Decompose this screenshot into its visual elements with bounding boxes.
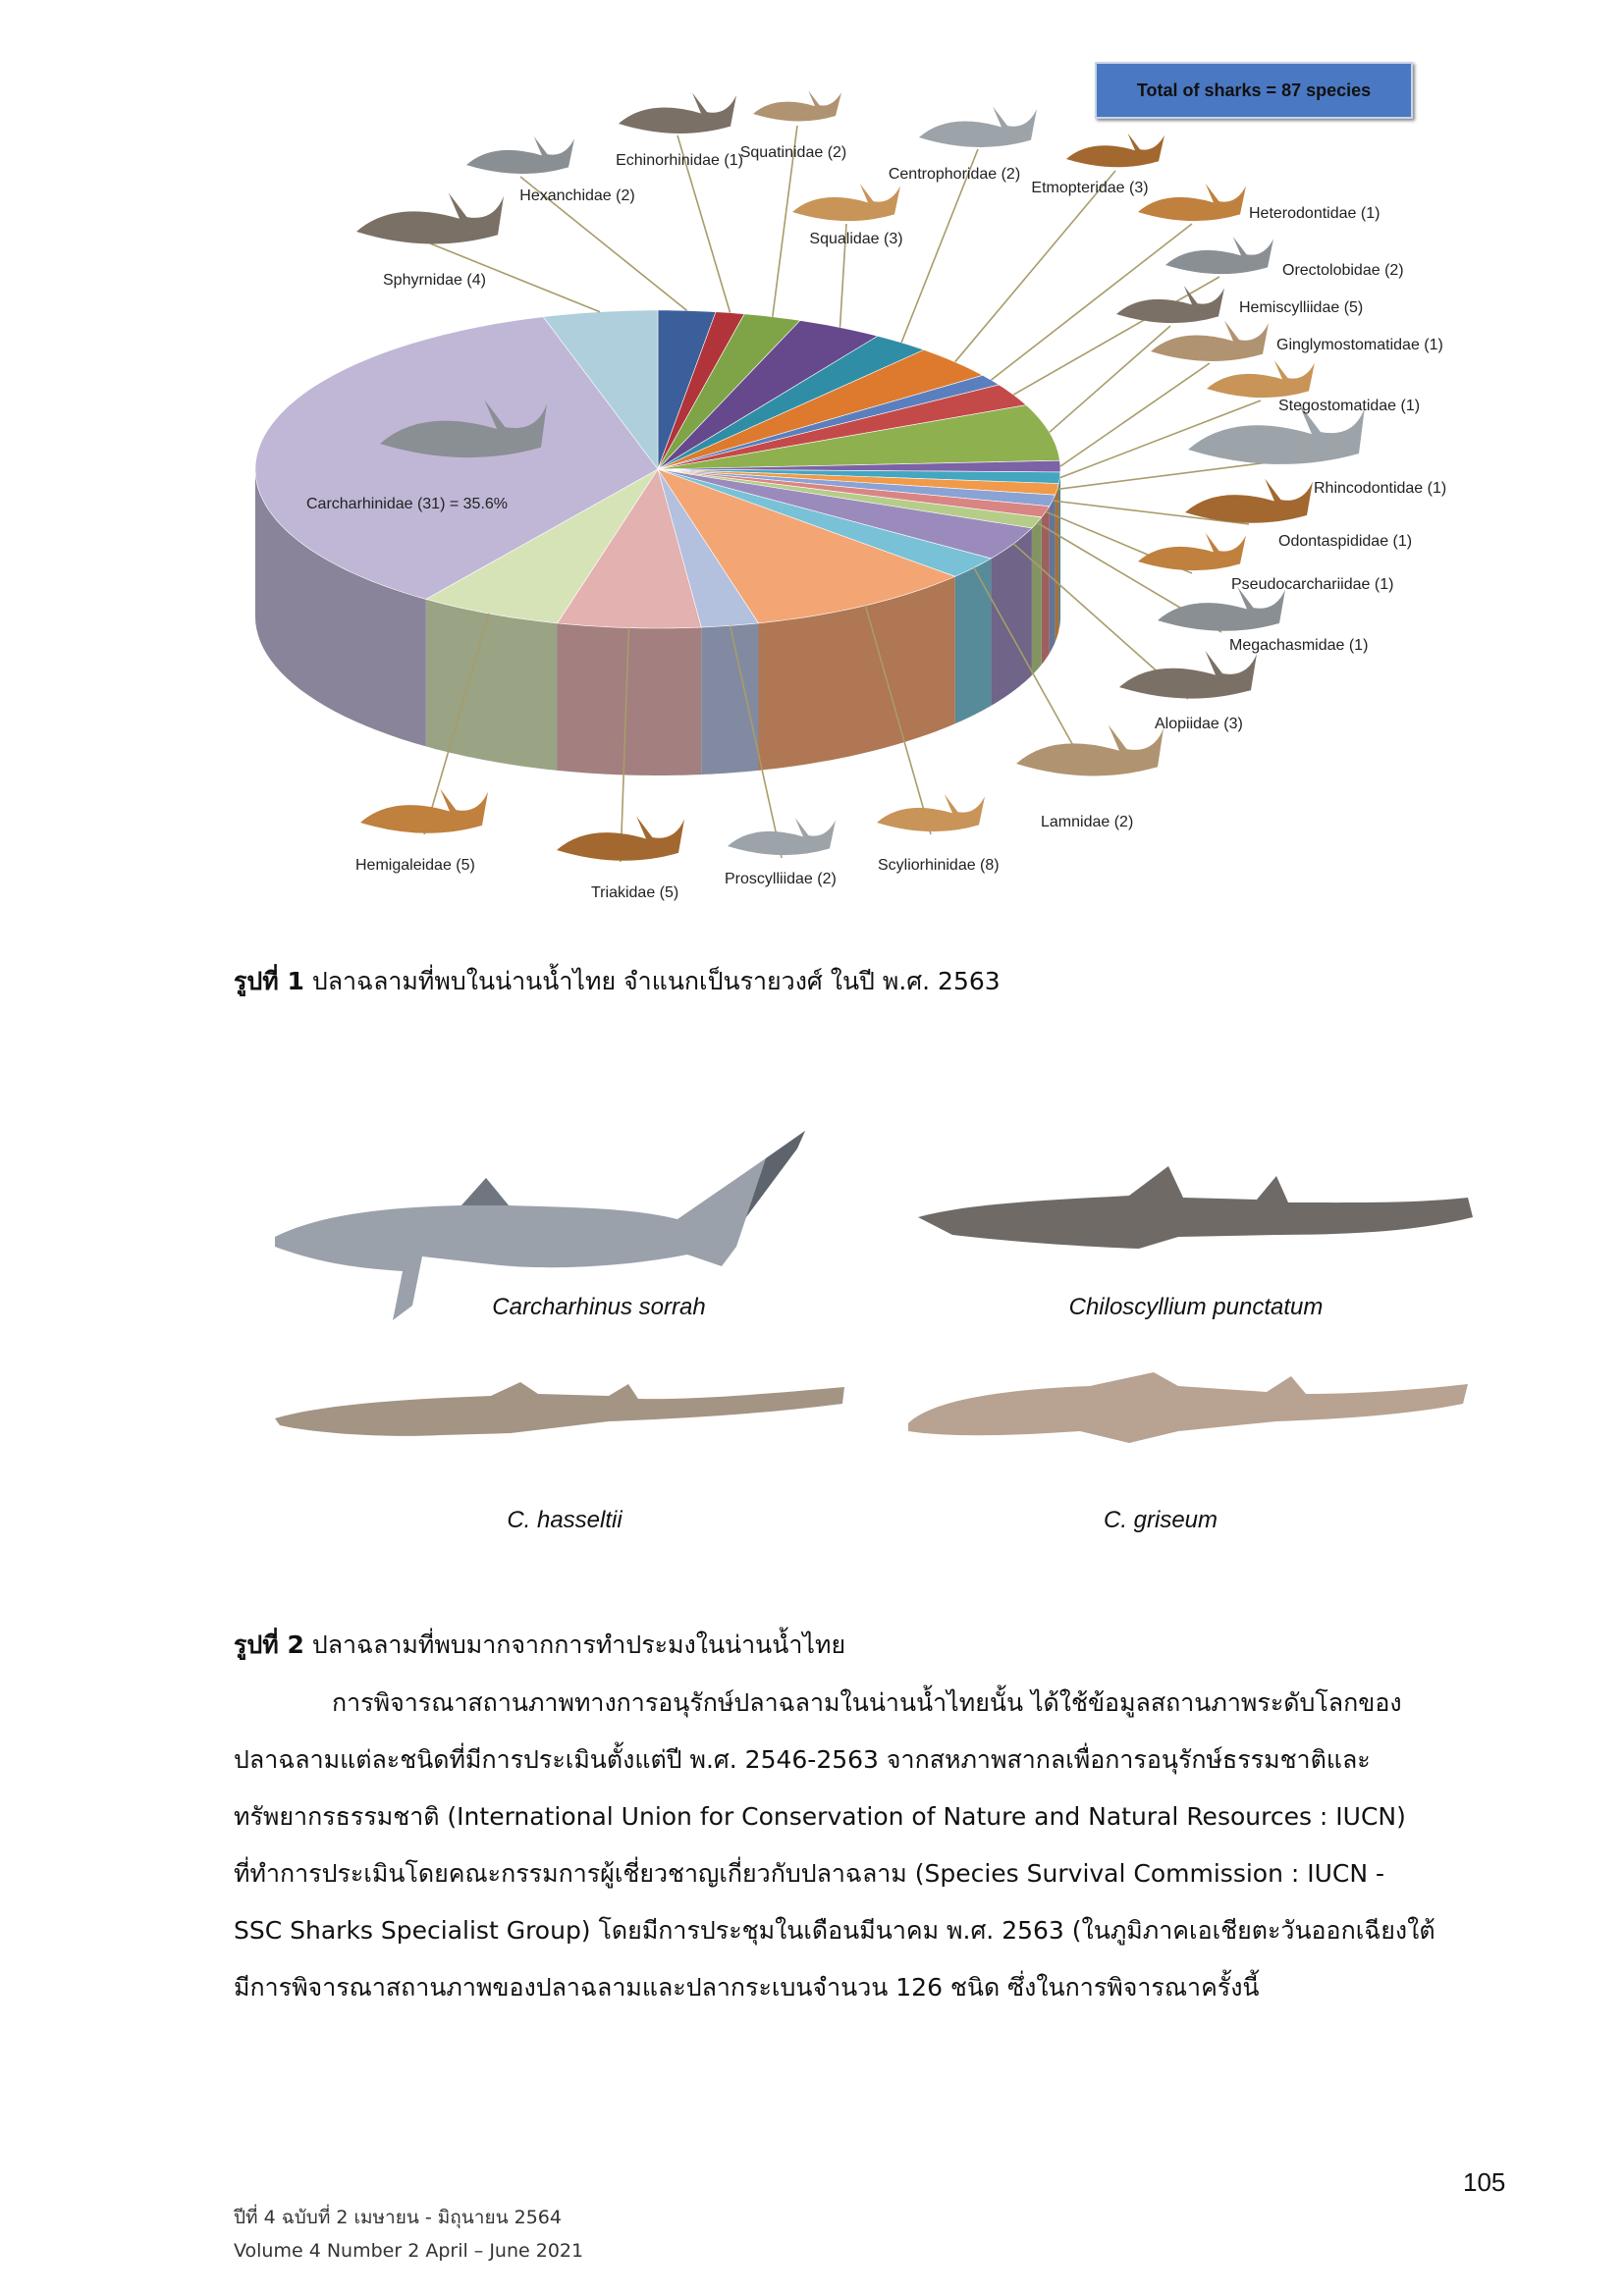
photo-label-punctatum: Chiloscyllium punctatum: [1068, 1294, 1324, 1320]
paragraph-line: มีการพิจารณาสถานภาพของปลาฉลามและปลากระเบนจำนวน 126 ชนิด ซึ่งในการพิจารณาครั้งนี้: [234, 1973, 1260, 2002]
shark-icon: [1207, 360, 1315, 398]
slice-label: Squalidae (3): [809, 231, 903, 247]
slice-label: Pseudocarchariidae (1): [1231, 576, 1394, 593]
slice-label: Etmopteridae (3): [1031, 180, 1149, 196]
shark-icon: [557, 817, 684, 861]
slice-label: Ginglymostomatidae (1): [1276, 337, 1443, 353]
figure2-caption: [234, 1626, 845, 1665]
slice-label: Sphyrnidae (4): [383, 272, 486, 289]
shark-icon: [1138, 533, 1246, 570]
leader-line: [1060, 363, 1210, 466]
paragraph-line: การพิจารณาสถานภาพทางการอนุรักษ์ปลาฉลามในน่านน้ำไทยนั้น ได้ใช้ข้อมูลสถานภาพระดับโลกของ: [332, 1688, 1402, 1717]
paragraph-line: ปลาฉลามแต่ละชนิดที่มีการประเมินตั้งแต่ปี พ.ศ. 2546-2563 จากสหภาพสากลเพื่อการอนุรักษ์ธรรมชาติและ: [234, 1745, 1371, 1774]
shark-icon: [1151, 320, 1269, 361]
slice-label: Lamnidae (2): [1041, 814, 1134, 830]
photo-c-hasseltii: [275, 1382, 844, 1436]
shark-icon: [1165, 237, 1273, 274]
pie-side: [1056, 484, 1059, 643]
shark-icon: [1158, 587, 1285, 631]
shark-icon: [466, 136, 574, 174]
pie-side: [701, 623, 758, 774]
pie-side: [955, 559, 992, 723]
pie-side: [1050, 495, 1056, 654]
leader-line: [955, 171, 1115, 362]
photo-label-griseum: C. griseum: [1103, 1507, 1218, 1533]
shark-icon: [877, 794, 985, 831]
figure2-caption-number: รูปที่ 2: [234, 1630, 304, 1659]
paragraph-line: ทรัพยากรธรรมชาติ (International Union for Conservation of Nature and Natural Resources : IUCN): [234, 1802, 1406, 1831]
slice-label: Orectolobidae (2): [1282, 262, 1404, 279]
slice-label: Squatinidae (2): [739, 144, 847, 161]
shark-icon: [1119, 651, 1257, 699]
footer-english: Volume 4 Number 2 April – June 2021: [234, 2240, 584, 2262]
slice-label: Carcharhinidae (31) = 35.6%: [306, 496, 509, 512]
shark-icon: [356, 192, 504, 243]
photo-chiloscyllium-punctatum: [918, 1166, 1473, 1249]
shark-icon: [1066, 133, 1164, 168]
leader-line: [1050, 326, 1170, 432]
photo-c-griseum: [908, 1372, 1468, 1443]
pie-side: [558, 623, 702, 775]
total-species-box: Total of sharks = 87 species: [1095, 62, 1413, 119]
shark-photos: [0, 1109, 1624, 1561]
shark-icon: [360, 789, 488, 833]
shark-icon: [1138, 184, 1246, 221]
slice-label: Hemigaleidae (5): [355, 857, 475, 874]
figure2-caption-text: ปลาฉลามที่พบมากจากการทำประมงในน่านน้ำไทย: [303, 1630, 846, 1659]
photo-label-sorrah: Carcharhinus sorrah: [492, 1294, 706, 1320]
page-number: 105: [1463, 2167, 1506, 2197]
slice-label: Stegostomatidae (1): [1278, 398, 1421, 414]
pie-side: [1032, 517, 1042, 675]
shark-icon: [753, 90, 841, 121]
slice-label: Scyliorhinidae (8): [878, 857, 1000, 874]
footer-thai: ปีที่ 4 ฉบับที่ 2 เมษายน - มิถุนายน 2564: [234, 2207, 562, 2228]
shark-icon: [919, 106, 1037, 147]
figure1-caption: [234, 962, 1001, 1001]
slice-label: Centrophoridae (2): [888, 166, 1021, 183]
photo-carcharhinus-sorrah: [275, 1131, 805, 1320]
slice-label: Alopiidae (3): [1155, 716, 1243, 732]
paragraph-line: SSC Sharks Specialist Group) โดยมีการประชุมในเดือนมีนาคม พ.ศ. 2563 (ในภูมิภาคเอเชียตะวันออกเฉียงใต้: [234, 1916, 1435, 1945]
shark-icon: [619, 92, 736, 133]
body-paragraph: [234, 1675, 1520, 2016]
family-pie-chart: [0, 0, 1624, 923]
paragraph-line: ที่ทำการประเมินโดยคณะกรรมการผู้เชี่ยวชาญเกี่ยวกับปลาฉลาม (Species Survival Commission : IUCN -: [234, 1859, 1385, 1888]
slice-label: Proscylliidae (2): [725, 871, 837, 887]
figure1-caption-text: ปลาฉลามที่พบในน่านน้ำไทย จำแนกเป็นรายวงศ์ ในปี พ.ศ. 2563: [303, 967, 1001, 995]
slice-label: Hemiscylliidae (5): [1239, 299, 1364, 316]
shark-icon: [1016, 724, 1164, 775]
slice-label: Odontaspididae (1): [1278, 533, 1413, 550]
slice-label: Heterodontidae (1): [1249, 205, 1380, 222]
slice-label: Megachasmidae (1): [1229, 637, 1369, 654]
shark-icon: [728, 818, 836, 855]
slice-label: Echinorhinidae (1): [616, 152, 743, 169]
shark-icon: [1116, 286, 1224, 323]
slice-label: Rhincodontidae (1): [1314, 480, 1447, 497]
photo-label-hasseltii: C. hasseltii: [507, 1507, 623, 1533]
pie-side: [1058, 472, 1060, 631]
pie-side: [426, 599, 558, 771]
pie-top: [255, 310, 1060, 628]
shark-icon: [792, 184, 900, 221]
figure1-caption-number: รูปที่ 1: [234, 967, 304, 995]
slice-label: Triakidae (5): [591, 884, 679, 901]
slice-label: Hexanchidae (2): [519, 187, 635, 204]
shark-icon: [1185, 479, 1313, 523]
